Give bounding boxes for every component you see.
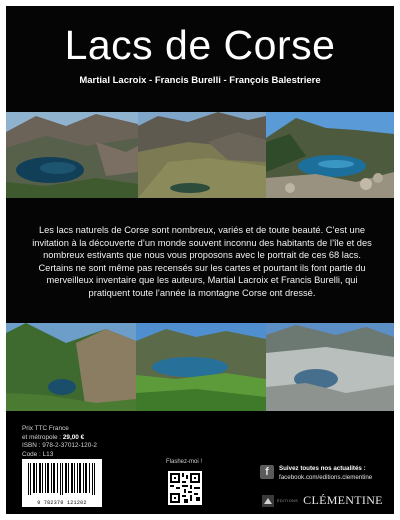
lake-photo-3 (266, 112, 394, 198)
price-value: 29,00 € (62, 433, 85, 441)
product-code: Code : L13 (22, 450, 54, 458)
price-line: et métropole : 29,00 € (22, 433, 85, 441)
facebook-link[interactable]: facebook.com/editions.clementine (279, 474, 373, 481)
cover-footer (6, 411, 394, 514)
publisher-name: CLÉMENTINE (303, 493, 383, 507)
publisher-emblem-icon (262, 495, 274, 507)
qr-label: Flashez-moi ! (166, 459, 203, 465)
social-follow (279, 464, 372, 482)
top-photo-strip (6, 112, 394, 198)
lake-photo-5 (136, 323, 266, 411)
book-title: Lacs de Corse (64, 22, 336, 68)
lake-photo-4 (6, 323, 136, 411)
barcode (22, 459, 102, 507)
lake-photo-6 (266, 323, 394, 411)
follow-heading: Suivez toutes nos actualités : (279, 465, 366, 472)
book-description: Les lacs naturels de Corse sont nombreux, variés et de toute beauté. C’est une invitation à la découverte d’un monde souvent inconnu des habitants de l’île et des nombreux estivants que nous vous proposons avec le portrait de ces 68 lacs. Certains ne sont même pas recensés sur les cartes et pourtant ils font partie du merveilleux inventaire que les auteurs, Martial Lacroix et Francis Burelli, qui pratiquent toute l’année la montagne Corse ont dressé. (32, 225, 372, 298)
lake-photo-1 (6, 112, 138, 198)
publisher-logo (262, 493, 383, 508)
price-label: Prix TTC France (22, 425, 69, 432)
bottom-photo-strip (6, 323, 394, 411)
price-info (22, 425, 97, 459)
qr-code[interactable] (168, 471, 202, 505)
isbn: ISBN : 978-2-37012-120-2 (22, 442, 97, 450)
lake-photo-2 (138, 112, 266, 198)
book-authors: Martial Lacroix - Francis Burelli - François Balestriere (79, 75, 321, 86)
book-back-cover (6, 6, 394, 514)
facebook-icon[interactable]: f (260, 465, 274, 479)
publisher-label: ÉDITIONS (277, 498, 299, 503)
barcode-number: 9 782370 121202 (37, 500, 87, 506)
